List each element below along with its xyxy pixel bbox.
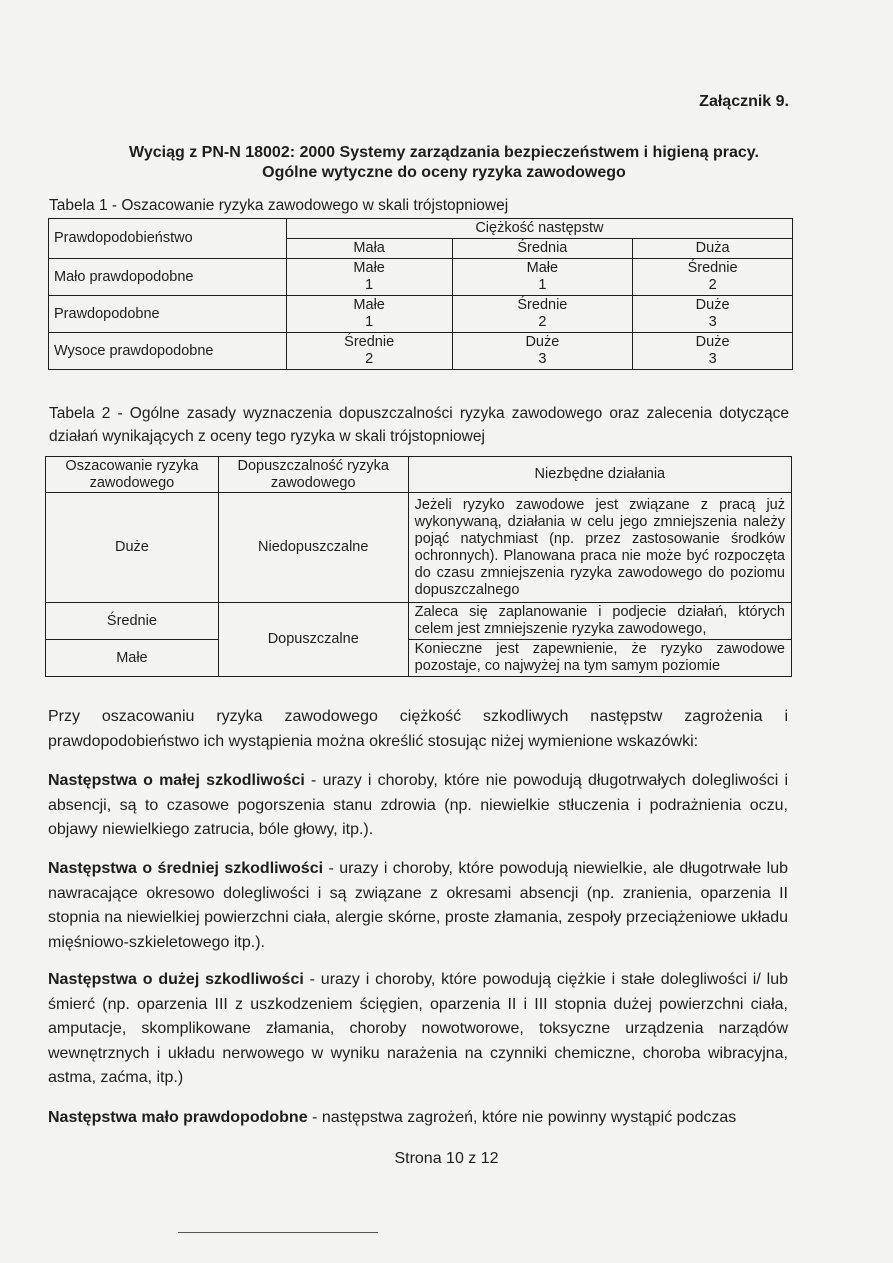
table2-column-header: Oszacowanie ryzyka zawodowego [46,457,219,493]
table-row [49,333,793,370]
table-cell: Średnie 2 [633,259,793,296]
definition-term: Następstwa o średniej szkodliwości [48,860,324,877]
table-cell: Małe 1 [286,296,452,333]
table2-caption: Tabela 2 - Ogólne zasady wyznaczenia dopuszczalności ryzyka zawodowego oraz zalecenia dotyczące działań wynikających z oceny tego ryzyka w skali trójstopniowej [49,405,789,445]
table1-column-header: Średnia [452,239,633,259]
actions-cell: Zaleca się zaplanowanie i podjecie działań, których celem jest zmniejszenie ryzyka zawodowego, [408,603,791,640]
row-label: Prawdopodobne [49,296,287,333]
table-cell: Małe 1 [452,259,633,296]
table1-corner-header: Prawdopodobieństwo [49,219,287,259]
page-number: Strona 10 z 12 [394,1150,499,1167]
risk-admissibility-table [45,456,792,677]
document-title [48,143,840,183]
title-line-2: Ogólne wytyczne do oceny ryzyka zawodowego [262,164,626,181]
table-cell: Średnie 2 [286,333,452,370]
definition-paragraph: Następstwa o średniej szkodliwości - urazy i choroby, które powodują niewielkie, ale długotrwałe lub nawracające okresowo dolegliwości i są związane z okresami absencji (np. zranienia, oparzenia II stopnia na niewielkiej powierzchni ciała, alergie skórne, proste złamania, zespoły przeciążeniowe układu mięśniowo-szkieletowego itp.). [48,860,788,951]
table1-column-header: Duża [633,239,793,259]
actions-cell: Jeżeli ryzyko zawodowe jest związane z pracą już wykonywaną, działania w celu jego zmniejszenia należy pojąć natychmiast (np. przez zastosowanie środków ochronnych). Planowana praca nie może być rozpoczęta do czasu zmniejszenia ryzyka zawodowego do poziomu dopuszczalnego [408,493,791,603]
risk-level-cell: Średnie [46,603,219,640]
actions-cell: Konieczne jest zapewnienie, że ryzyko zawodowe pozostaje, co najwyżej na tym samym poziomie [408,640,791,677]
table-cell: Średnie 2 [452,296,633,333]
title-line-1: Wyciąg z PN-N 18002: 2000 Systemy zarządzania bezpieczeństwem i higieną pracy. [129,144,759,161]
table-cell: Duże 3 [633,333,793,370]
table1-group-header: Ciężkość następstw [286,219,792,239]
table-row [46,640,792,677]
table-cell: Duże 3 [452,333,633,370]
table-row [46,603,792,640]
table-cell: Duże 3 [633,296,793,333]
intro-paragraph: Przy oszacowaniu ryzyka zawodowego ciężkość szkodliwych następstw zagrożenia i prawdopodobieństwo ich wystąpienia można określić stosując niżej wymienione wskazówki: [48,708,788,750]
table2-column-header: Niezbędne działania [408,457,791,493]
row-label: Wysoce prawdopodobne [49,333,287,370]
risk-level-cell: Małe [46,640,219,677]
definition-paragraph: Następstwa o małej szkodliwości - urazy i choroby, które nie powodują długotrwałych dolegliwości i absencji, są to czasowe pogorszenia stanu zdrowia (np. niewielkie stłuczenia i podrażnienia oczu, objawy niewielkiego zatrucia, bóle głowy, itp.). [48,772,789,838]
table-row [46,493,792,603]
definition-term: Następstwa o dużej szkodliwości [48,971,304,988]
admissibility-cell: Niedopuszczalne [218,493,408,603]
table-row [49,296,793,333]
footer-divider [178,1232,378,1233]
table-row [49,259,793,296]
row-label: Mało prawdopodobne [49,259,287,296]
annex-label: Załącznik 9. [699,93,789,110]
definition-term: Następstwa mało prawdopodobne [48,1109,308,1126]
admissibility-cell: Dopuszczalne [218,603,408,677]
table1-column-header: Mała [286,239,452,259]
definition-paragraph: Następstwa mało prawdopodobne - następstwa zagrożeń, które nie powinny wystąpić podczas [48,1109,737,1126]
table1-caption: Tabela 1 - Oszacowanie ryzyka zawodowego w skali trójstopniowej [49,197,509,214]
risk-estimation-table [48,218,793,370]
table-cell: Małe 1 [286,259,452,296]
definition-paragraph: Następstwa o dużej szkodliwości - urazy i choroby, które powodują ciężkie i stałe dolegliwości i/ lub śmierć (np. oparzenia III z uszkodzeniem ścięgien, oparzenia II i III stopnia dużej powierzchni ciała, amputacje, skomplikowane złamania, choroby nowotworowe, toksyczne urządzenia narządów wewnętrznych i układu nerwowego w wyniku narażenia na czynniki chemiczne, choroba wibracyjna, astma, zaćma, itp.) [48,971,788,1086]
definition-term: Następstwa o małej szkodliwości [48,772,305,789]
risk-level-cell: Duże [46,493,219,603]
table2-column-header: Dopuszczalność ryzyka zawodowego [218,457,408,493]
